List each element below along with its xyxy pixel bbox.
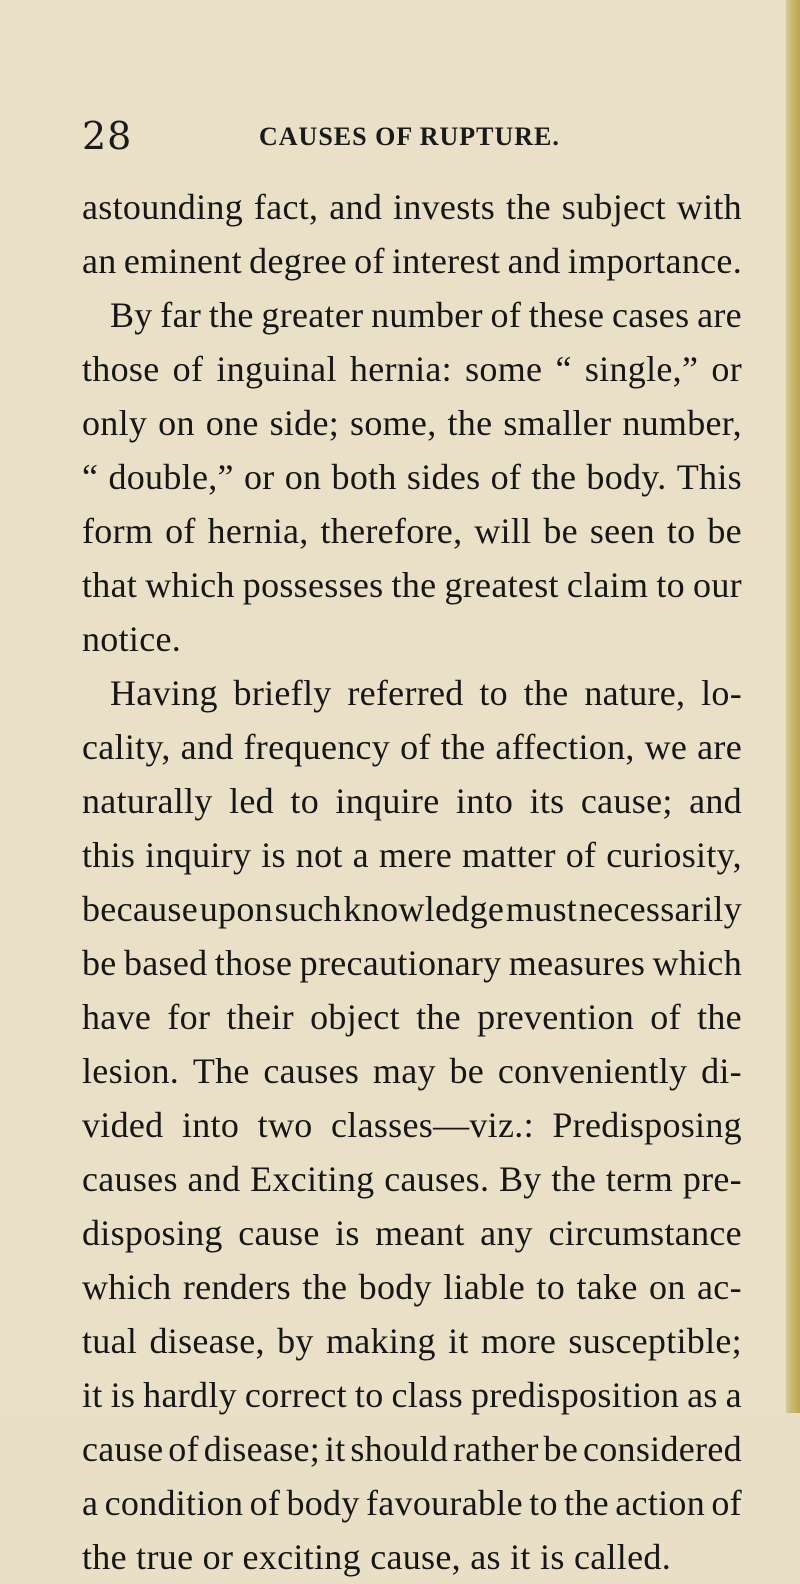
- page-edge: [786, 0, 800, 1413]
- text-line: an eminent degree of interest and importance.: [82, 241, 742, 281]
- text-line: be based those precautionary measures which: [82, 943, 742, 983]
- text-line: it is hardly correct to class predisposition as a: [82, 1375, 742, 1415]
- text-line: a condition of body favourable to the action of: [82, 1483, 742, 1523]
- text-line: tual disease, by making it more susceptible;: [82, 1321, 742, 1361]
- text-line: cality, and frequency of the affection, we are: [82, 727, 742, 767]
- text-line: cause of disease; it should rather be considered: [82, 1429, 742, 1469]
- text-line: only on one side; some, the smaller number,: [82, 403, 742, 443]
- text-line: form of hernia, therefore, will be seen to be: [82, 511, 742, 551]
- text-line: notice.: [82, 619, 182, 659]
- text-line: vided into two classes—viz.: Predisposing: [82, 1105, 742, 1145]
- text-line: naturally led to inquire into its cause; and: [82, 781, 742, 821]
- page-number: 28: [82, 114, 133, 158]
- text-line: have for their object the prevention of the: [82, 997, 742, 1037]
- text-line: because upon such knowledge must necessarily: [82, 889, 742, 929]
- text-line: “ double,” or on both sides of the body. This: [82, 457, 742, 497]
- text-line: causes and Exciting causes. By the term pre-: [82, 1159, 742, 1199]
- text-line: those of inguinal hernia: some “ single,” or: [82, 349, 742, 389]
- text-line: disposing cause is meant any circumstance: [82, 1213, 742, 1253]
- text-line: this inquiry is not a mere matter of curiosity,: [82, 835, 742, 875]
- text-line: lesion. The causes may be conveniently di-: [82, 1051, 742, 1091]
- text-line: the true or exciting cause, as it is called.: [82, 1537, 671, 1577]
- page-header: [82, 114, 742, 174]
- running-head: CAUSES OF RUPTURE.: [259, 122, 560, 151]
- text-line: By far the greater number of these cases are: [110, 295, 742, 335]
- body-text: [82, 180, 742, 1584]
- text-line: Having briefly referred to the nature, lo-: [110, 673, 742, 713]
- text-line: astounding fact, and invests the subject with: [82, 187, 742, 227]
- text-line: that which possesses the greatest claim to our: [82, 565, 742, 605]
- text-line: which renders the body liable to take on ac-: [82, 1267, 742, 1307]
